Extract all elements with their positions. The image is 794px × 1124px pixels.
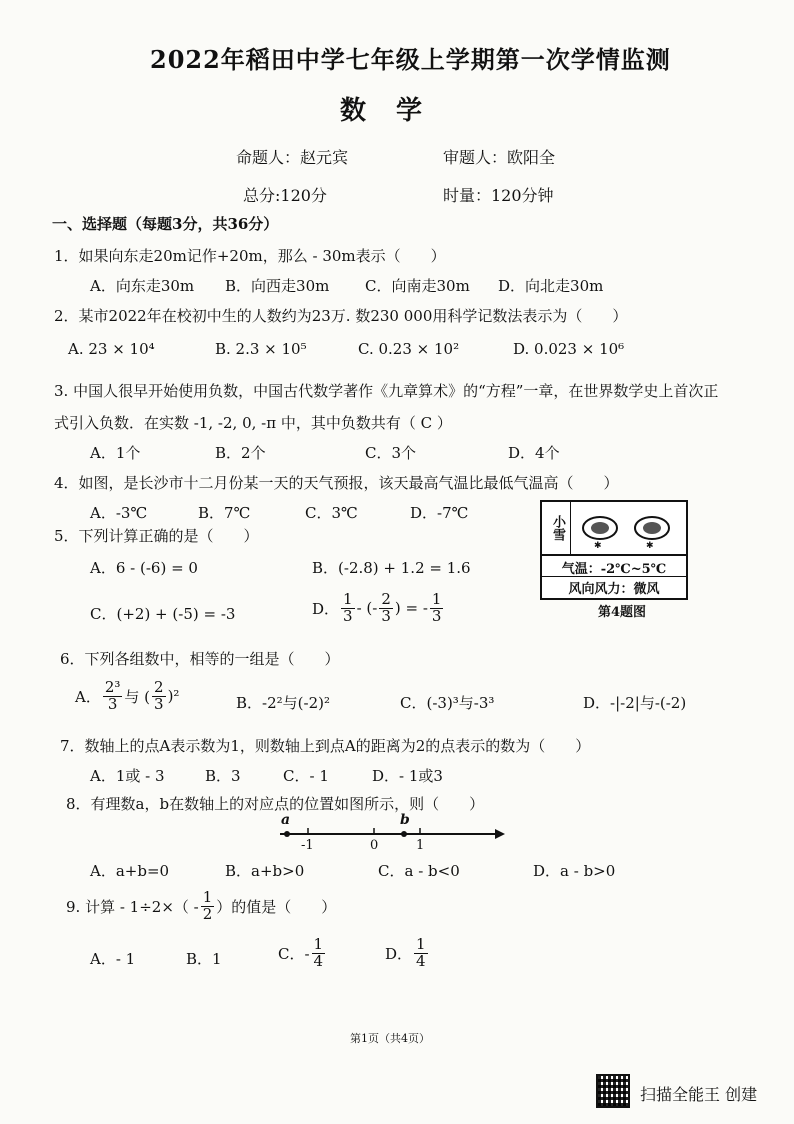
q6-a-mid: 与 ( xyxy=(124,687,151,706)
q6-option-b: B．-2²与(-2)² xyxy=(236,694,330,712)
denominator: 3 xyxy=(154,694,164,713)
section-title: 一、选择题（每题3分，共36分） xyxy=(52,215,279,233)
fraction xyxy=(201,890,215,923)
q7-option-b: B．3 xyxy=(205,767,241,785)
question-4: 4．如图，是长沙市十二月份某一天的天气预报，该天最高气温比最低气温高（ ） xyxy=(54,474,619,492)
q2-option-a: A. 23 × 10⁴ xyxy=(68,340,155,358)
q7-option-d: D．- 1或3 xyxy=(372,767,443,785)
fraction xyxy=(414,937,428,970)
numerator: 1 xyxy=(202,888,213,906)
fraction xyxy=(312,937,326,970)
question-2: 2．某市2022年在校初中生的人数约为23万. 数230 000用科学记数法表示为（ ） xyxy=(54,307,628,325)
question-5: 5．下列计算正确的是（ ） xyxy=(54,527,259,545)
q1-option-d: D．向北走30m xyxy=(498,277,604,295)
numerator: 2³ xyxy=(104,678,121,696)
snow-cloud-icon xyxy=(576,508,680,550)
q9-option-d xyxy=(385,937,430,970)
q5-d-mid: - (- xyxy=(356,599,378,618)
weather-label: 小雪 xyxy=(542,502,571,554)
question-8: 8．有理数a，b在数轴上的对应点的位置如图所示，则（ ） xyxy=(66,795,485,813)
q6-option-a xyxy=(75,680,179,713)
question-1: 1．如果向东走20m记作+20m，那么 - 30m表示（ ） xyxy=(54,247,446,265)
q1-option-c: C．向南走30m xyxy=(365,277,470,295)
fraction xyxy=(379,592,393,625)
q6-option-d: D．-|-2|与-(-2) xyxy=(583,694,687,712)
denominator: 3 xyxy=(381,606,391,625)
fraction xyxy=(103,680,123,713)
q6-a-label: A． xyxy=(75,687,101,706)
numerator: 1 xyxy=(343,590,353,608)
author-label: 命题人：赵元宾 xyxy=(236,148,349,167)
q5-d-label: D． xyxy=(312,599,340,618)
q9-post: ）的值是（ ） xyxy=(216,897,337,916)
denominator: 3 xyxy=(431,606,442,625)
question-6: 6．下列各组数中，相等的一组是（ ） xyxy=(60,650,340,668)
q1-option-b: B．向西走30m xyxy=(225,277,330,295)
qr-code-icon xyxy=(596,1074,630,1108)
tick-label-minus-1: -1 xyxy=(301,838,314,853)
q3-option-b: B．2个 xyxy=(215,444,266,462)
q9-option-c xyxy=(278,937,327,970)
q5-option-b: B．(-2.8) + 1.2 = 1.6 xyxy=(312,559,471,577)
q2-option-b: B. 2.3 × 10⁵ xyxy=(215,340,307,358)
q3-option-d: D．4个 xyxy=(508,444,560,462)
q8-option-b: B．a+b>0 xyxy=(225,862,305,880)
q4-option-c: C．3℃ xyxy=(305,504,358,522)
denominator: 3 xyxy=(343,606,353,625)
numerator: 1 xyxy=(431,590,442,608)
q9-pre: 9. 计算 - 1÷2×（ - xyxy=(66,897,199,916)
question-9 xyxy=(66,890,336,923)
svg-text:✱: ✱ xyxy=(646,541,654,550)
fraction xyxy=(341,592,355,625)
q3-option-c: C．3个 xyxy=(365,444,417,462)
q3-option-a: A．1个 xyxy=(90,444,141,462)
subject-title: 数学 xyxy=(340,96,453,126)
q8-option-a: A．a+b=0 xyxy=(90,862,170,880)
numerator: 1 xyxy=(313,935,324,953)
q9-option-b: B．1 xyxy=(186,950,222,968)
q9-c-label: C．- xyxy=(278,944,310,963)
denominator: 2 xyxy=(202,904,213,923)
figure-4-caption: 第4题图 xyxy=(598,605,647,620)
numerator: 2 xyxy=(154,678,164,696)
numerator: 2 xyxy=(381,590,391,608)
numerator: 1 xyxy=(416,935,426,953)
svg-text:✱: ✱ xyxy=(594,541,602,550)
denominator: 3 xyxy=(107,694,118,713)
q5-option-c: C．(+2) + (-5) = -3 xyxy=(90,605,236,623)
denominator: 4 xyxy=(313,951,324,970)
q6-option-c: C．(-3)³与-3³ xyxy=(400,694,495,712)
q1-option-a: A．向东走30m xyxy=(90,277,195,295)
point-b-label: b xyxy=(400,812,410,828)
q8-option-d: D．a - b>0 xyxy=(533,862,616,880)
time-limit-label: 时量：120分钟 xyxy=(443,186,554,205)
q4-option-d: D．-7℃ xyxy=(410,504,469,522)
q5-option-a: A．6 - (-6) = 0 xyxy=(90,559,198,577)
q2-option-c: C. 0.23 × 10² xyxy=(358,340,460,358)
scanner-watermark: 扫描全能王 创建 xyxy=(640,1085,758,1104)
q7-option-c: C．- 1 xyxy=(283,767,329,785)
tick-label-1: 1 xyxy=(416,838,425,853)
q5-d-mid2: ) = - xyxy=(394,599,428,618)
fraction xyxy=(152,680,166,713)
fraction xyxy=(430,592,444,625)
question-3-line-2: 式引入负数．在实数 -1, -2, 0, -π 中，其中负数共有（ C ） xyxy=(54,414,452,432)
page-number: 第1页（共4页） xyxy=(350,1032,430,1045)
q9-option-a: A．- 1 xyxy=(90,950,136,968)
q5-option-d xyxy=(312,592,445,625)
denominator: 4 xyxy=(416,951,426,970)
question-7: 7．数轴上的点A表示数为1，则数轴上到点A的距离为2的点表示的数为（ ） xyxy=(60,737,591,755)
point-a-label: a xyxy=(281,812,291,828)
q9-d-label: D． xyxy=(385,944,413,963)
exam-title: 2022年稻田中学七年级上学期第一次学情监测 xyxy=(150,45,671,74)
q4-option-a: A．-3℃ xyxy=(90,504,148,522)
q8-option-c: C．a - b<0 xyxy=(378,862,460,880)
temperature-range: 气温：-2℃~5℃ xyxy=(542,558,686,577)
q2-option-d: D. 0.023 × 10⁶ xyxy=(513,340,625,358)
total-score-label: 总分:120分 xyxy=(243,186,327,205)
q7-option-a: A．1或 - 3 xyxy=(90,767,165,785)
weather-forecast-figure xyxy=(540,500,688,600)
question-3-line-1: 3. 中国人很早开始使用负数，中国古代数学著作《九章算术》的“方程”一章，在世界数学史上首次正 xyxy=(54,382,719,400)
wind-info: 风向风力：微风 xyxy=(568,582,660,597)
q6-a-post: )² xyxy=(167,687,180,706)
tick-label-0: 0 xyxy=(370,838,379,853)
reviewer-label: 审题人：欧阳全 xyxy=(443,148,556,167)
q4-option-b: B．7℃ xyxy=(198,504,251,522)
